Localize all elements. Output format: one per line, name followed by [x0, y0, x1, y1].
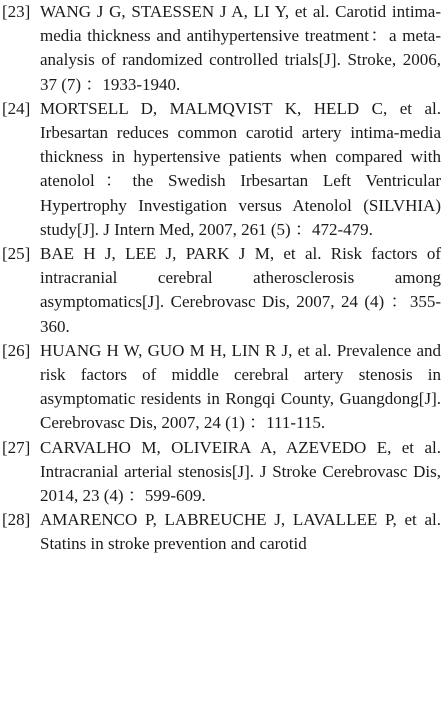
reference-item — [0, 97, 445, 242]
reference-item — [0, 339, 445, 436]
reference-number: [28] — [2, 510, 31, 530]
reference-number: [25] — [2, 244, 31, 264]
reference-text: WANG J G, STAESSEN J A, LI Y, et al. Carotid intima-media thickness and antihypertensive treatment：a meta-analysis of randomized controlled trials[J]. Stroke, 2006, 37 (7) ：1933-1940. — [40, 2, 441, 94]
reference-number: [24] — [2, 98, 31, 118]
reference-item — [0, 436, 445, 509]
reference-item — [0, 242, 445, 339]
reference-text: HUANG H W, GUO M H, LIN R J, et al. Prevalence and risk factors of middle cerebral artery stenosis in asymptomatic residents in Rongqi County, Guangdong[J]. Cerebrovasc Dis, 2007, 24 (1) ：111-115. — [40, 340, 441, 433]
reference-text: MORTSELL D, MALMQVIST K, HELD C, et al. Irbesartan reduces common carotid artery intima-media thickness in hypertensive patients when compared with atenolol：the Swedish Irbesartan Left Ventricular Hypertrophy Investigation versus Atenolol (SILVHIA) study[J]. J Intern Med, 2007, 261 (5) ：472-479. — [40, 98, 441, 239]
reference-text: BAE H J, LEE J, PARK J M, et al. Risk factors of intracranial cerebral atherosclerosis among asymptomatics[J]. Cerebrovasc Dis, 2007, 24 (4) ：355-360. — [40, 244, 441, 336]
reference-number: [26] — [2, 340, 31, 360]
reference-text: CARVALHO M, OLIVEIRA A, AZEVEDO E, et al. Intracranial arterial stenosis[J]. J Stroke Cerebrovasc Dis, 2014, 23 (4) ：599-609. — [40, 437, 441, 506]
reference-item — [0, 0, 445, 97]
reference-number: [27] — [2, 437, 31, 457]
reference-number: [23] — [2, 2, 31, 21]
reference-item — [0, 508, 445, 556]
reference-text: AMARENCO P, LABREUCHE J, LAVALLEE P, et al. Statins in stroke prevention and carotid — [40, 510, 441, 554]
